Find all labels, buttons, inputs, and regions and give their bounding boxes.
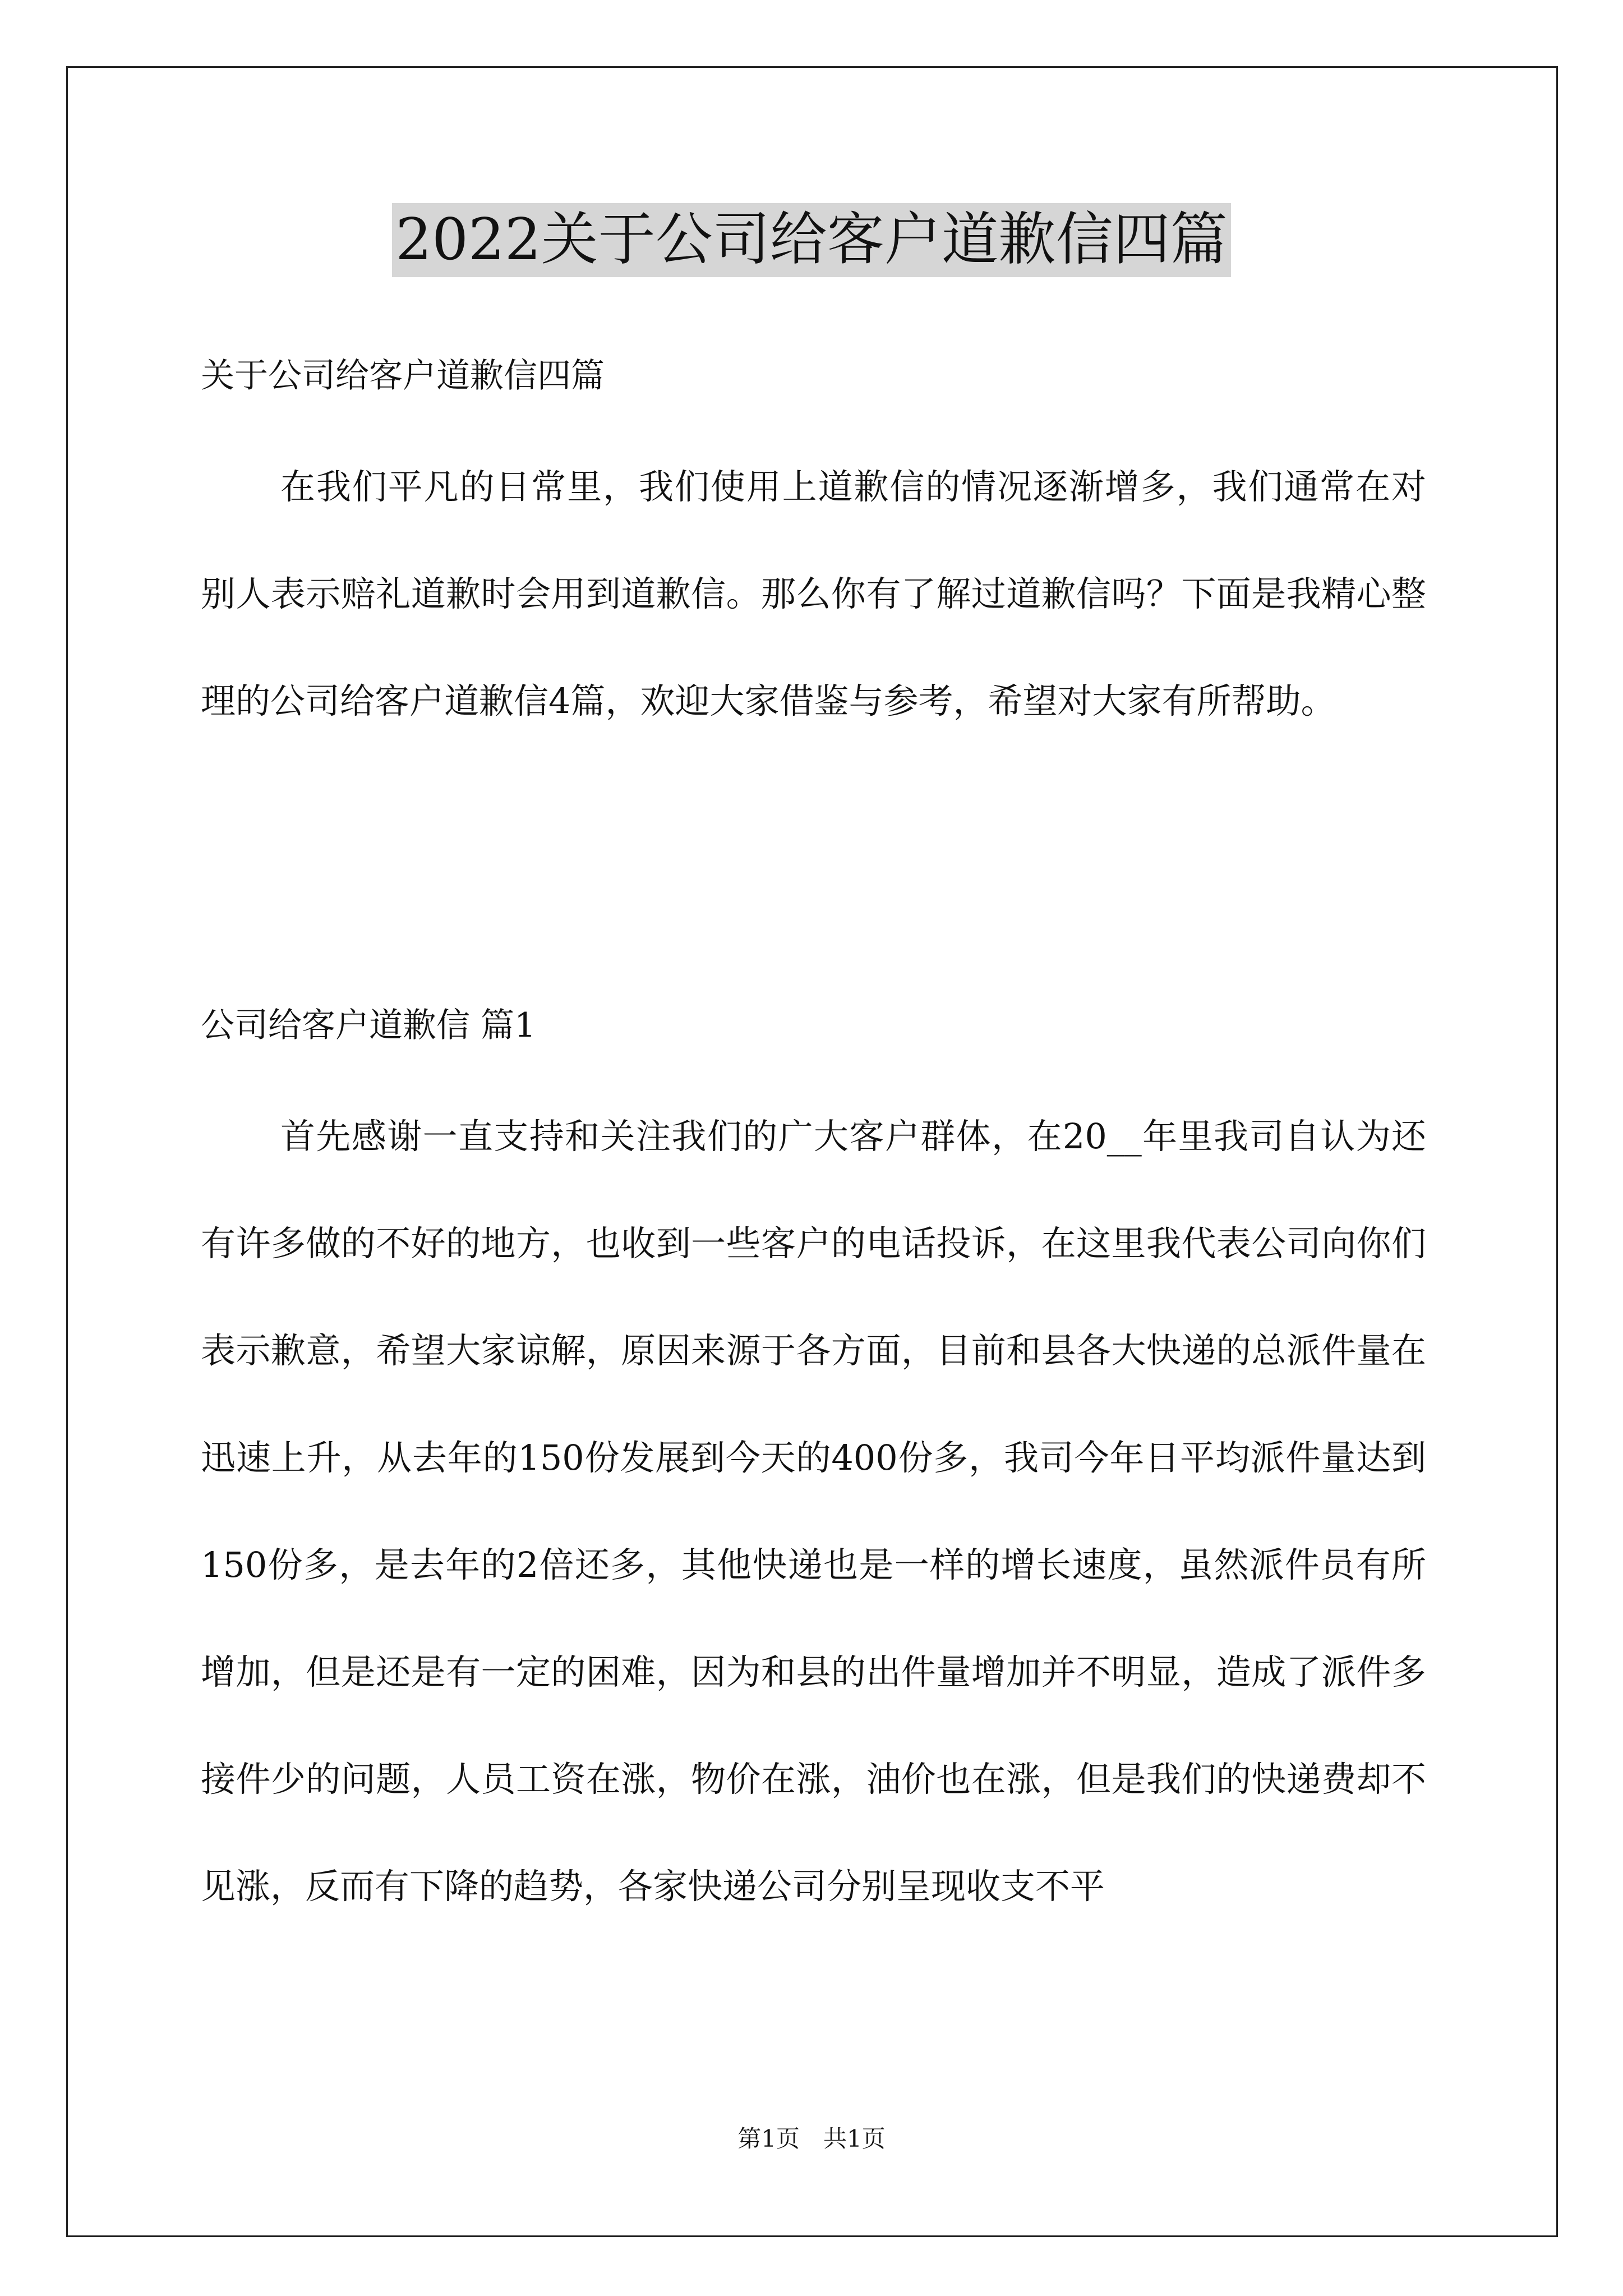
section-body-paragraph: 首先感谢一直支持和关注我们的广大客户群体，在20__年里我司自认为还有许多做的不好的地方，也收到一些客户的电话投诉，在这里我代表公司向你们表示歉意，希望大家谅解，原因来源于各方面，目前和县各大快递的总派件量在迅速上升，从去年的150份发展到今天的400份多，我司今年日平均派件量达到150份多，是去年的2倍还多，其他快递也是一样的增长速度，虽然派件员有所增加，但是还是有一定的困难，因为和县的出件量增加并不明显，造成了派件多接件少的问题，人员工资在涨，物价在涨，油价也在涨，但是我们的快递费却不见涨，反而有下降的趋势，各家快递公司分别呈现收支不平	[201, 1116, 1426, 1907]
page-footer: 第1页 共1页	[737, 2125, 886, 2152]
document-subtitle: 关于公司给客户道歉信四篇	[201, 356, 605, 395]
title-container	[0, 203, 1623, 277]
section-heading: 公司给客户道歉信 篇1	[201, 1006, 536, 1045]
document-title: 2022关于公司给客户道歉信四篇	[392, 203, 1231, 277]
intro-paragraph: 在我们平凡的日常里，我们使用上道歉信的情况逐渐增多，我们通常在对别人表示赔礼道歉时会用到道歉信。那么你有了解过道歉信吗？下面是我精心整理的公司给客户道歉信4篇，欢迎大家借鉴与参考，希望对大家有所帮助。	[201, 466, 1426, 721]
